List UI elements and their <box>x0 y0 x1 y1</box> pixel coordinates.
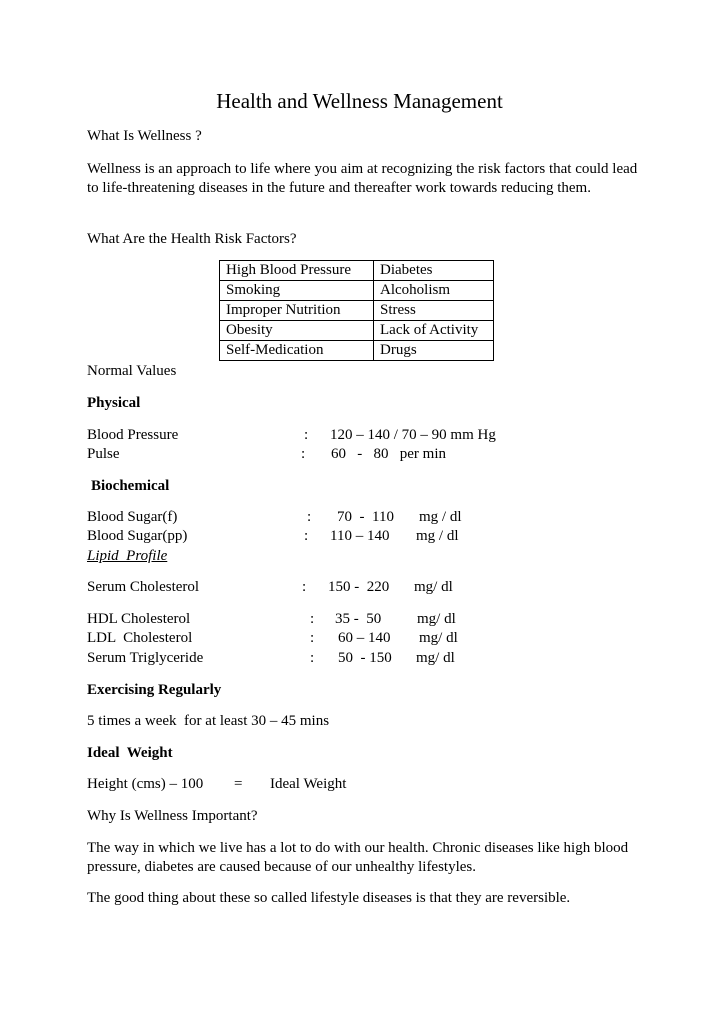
serum-triglyceride-value: 50 - 150 <box>338 650 392 666</box>
table-cell: High Blood Pressure <box>220 261 374 281</box>
physical-heading: Physical <box>87 395 141 411</box>
blood-sugar-pp-unit: mg / dl <box>416 528 459 544</box>
question-why-wellness-important: Why Is Wellness Important? <box>87 808 258 824</box>
question-risk-factors: What Are the Health Risk Factors? <box>87 231 297 247</box>
table-cell: Self-Medication <box>220 341 374 361</box>
exercise-text: 5 times a week for at least 30 – 45 mins <box>87 713 330 729</box>
separator-colon: : <box>304 528 309 544</box>
separator-colon: : <box>302 579 307 595</box>
wellness-definition-paragraph: Wellness is an approach to life where you aim at recognizing the risk factors that could lead to life-threatening diseases in the future and thereafter work towards reducing them. <box>87 161 638 196</box>
ideal-weight-formula-right: Ideal Weight <box>270 776 347 792</box>
separator-colon: : <box>301 446 306 462</box>
risk-factors-table <box>219 260 494 361</box>
blood-sugar-fasting-value: 70 - 110 <box>337 509 394 525</box>
blood-sugar-fasting-label: Blood Sugar(f) <box>87 509 178 525</box>
separator-colon: : <box>310 611 315 627</box>
table-cell: Drugs <box>374 341 494 361</box>
separator-colon: : <box>310 650 315 666</box>
table-row <box>220 261 494 281</box>
ldl-cholesterol-value: 60 – 140 <box>338 630 391 646</box>
blood-sugar-pp-value: 110 – 140 <box>330 528 390 544</box>
serum-cholesterol-unit: mg/ dl <box>414 579 453 595</box>
serum-cholesterol-value: 150 - 220 <box>328 579 390 595</box>
blood-pressure-label: Blood Pressure <box>87 427 179 443</box>
hdl-cholesterol-label: HDL Cholesterol <box>87 611 191 627</box>
table-row <box>220 321 494 341</box>
table-cell: Lack of Activity <box>374 321 494 341</box>
table-row <box>220 341 494 361</box>
ideal-weight-heading: Ideal Weight <box>87 745 173 761</box>
blood-sugar-pp-label: Blood Sugar(pp) <box>87 528 188 544</box>
separator-colon: : <box>307 509 312 525</box>
table-cell: Obesity <box>220 321 374 341</box>
separator-colon: : <box>310 630 315 646</box>
table-row <box>220 301 494 321</box>
separator-colon: : <box>304 427 309 443</box>
reversible-paragraph: The good thing about these so called lifestyle diseases is that they are reversible. <box>87 890 571 906</box>
biochemical-heading: Biochemical <box>91 478 170 494</box>
question-what-is-wellness: What Is Wellness ? <box>87 128 202 144</box>
equals-sign: = <box>234 776 243 792</box>
serum-triglyceride-unit: mg/ dl <box>416 650 455 666</box>
exercise-heading: Exercising Regularly <box>87 682 222 698</box>
lifestyle-paragraph: The way in which we live has a lot to do with our health. Chronic diseases like high blood pressure, diabetes are caused because of our unhealthy lifestyles. <box>87 840 629 875</box>
page-title: Health and Wellness Management <box>216 89 503 113</box>
ldl-cholesterol-unit: mg/ dl <box>419 630 458 646</box>
serum-triglyceride-label: Serum Triglyceride <box>87 650 204 666</box>
hdl-cholesterol-unit: mg/ dl <box>417 611 456 627</box>
blood-sugar-fasting-unit: mg / dl <box>419 509 462 525</box>
lipid-profile-heading: Lipid Profile <box>87 548 168 564</box>
table-cell: Smoking <box>220 281 374 301</box>
table-cell: Stress <box>374 301 494 321</box>
ideal-weight-formula-left: Height (cms) – 100 <box>87 776 204 792</box>
hdl-cholesterol-value: 35 - 50 <box>335 611 382 627</box>
pulse-label: Pulse <box>87 446 120 462</box>
table-row <box>220 281 494 301</box>
pulse-value: 60 - 80 per min <box>331 446 446 462</box>
table-cell: Alcoholism <box>374 281 494 301</box>
blood-pressure-value: 120 – 140 / 70 – 90 mm Hg <box>330 427 496 443</box>
table-cell: Improper Nutrition <box>220 301 374 321</box>
serum-cholesterol-label: Serum Cholesterol <box>87 579 200 595</box>
ldl-cholesterol-label: LDL Cholesterol <box>87 630 193 646</box>
normal-values-label: Normal Values <box>87 363 177 379</box>
table-cell: Diabetes <box>374 261 494 281</box>
